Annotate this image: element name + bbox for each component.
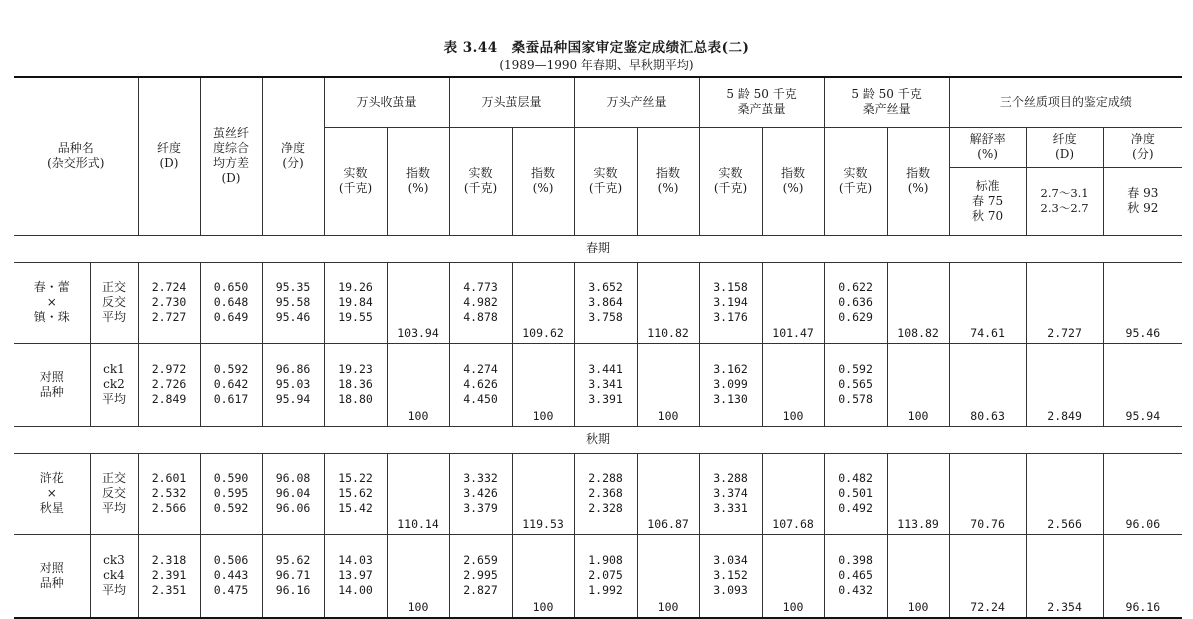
cell-l-act: 3.332 3.426 3.379 [449,453,512,534]
header-yield-layer: 万头茧层量 [449,77,574,127]
table-row [14,453,1182,534]
table-title-text: 桑蚕品种国家审定鉴定成绩汇总表(二) [511,40,750,56]
header-silk-quality: 三个丝质项目的鉴定成绩 [949,77,1182,127]
header-actual: 实数 (千克) [574,127,637,235]
header-actual: 实数 (千克) [449,127,512,235]
cell-a5c-act: 3.158 3.194 3.176 [699,262,762,343]
cell-s-idx: 100 [637,343,699,426]
variety-name: 春・蕾 × 镇・珠 [14,262,90,343]
cell-s-act: 1.908 2.075 1.992 [574,534,637,618]
cross-type: 正交 反交 平均 [90,453,138,534]
cell-q-neat: 96.16 [1103,534,1182,618]
cell-a5s-idx: 100 [887,343,949,426]
header-neatness: 净度 (分) [262,77,324,235]
header-yield-cocoon: 万头收茧量 [324,77,449,127]
table-body [14,235,1182,618]
table-row [14,343,1182,426]
cross-type: ck1 ck2 平均 [90,343,138,426]
section-label: 春期 [14,235,1182,262]
cell-neat: 95.62 96.71 96.16 [262,534,324,618]
cell-s-act: 3.652 3.864 3.758 [574,262,637,343]
header-quality-neatness: 净度 (分) [1103,127,1182,167]
header-age5-cocoon: 5 龄 50 千克 桑产茧量 [699,77,824,127]
cell-q-neat: 95.94 [1103,343,1182,426]
cell-fineness: 2.972 2.726 2.849 [138,343,200,426]
cell-a5c-act: 3.034 3.152 3.093 [699,534,762,618]
cell-s-idx: 110.82 [637,262,699,343]
cell-q-fine: 2.727 [1026,262,1103,343]
header-fineness: 纤度 (D) [138,77,200,235]
header-actual: 实数 (千克) [324,127,387,235]
cell-l-idx: 119.53 [512,453,574,534]
cell-c-idx: 110.14 [387,453,449,534]
cell-l-idx: 100 [512,343,574,426]
table-title [0,36,1193,56]
cell-c-act: 19.26 19.84 19.55 [324,262,387,343]
cell-c-idx: 103.94 [387,262,449,343]
cell-c-act: 15.22 15.62 15.42 [324,453,387,534]
table-number: 表 3.44 [443,40,498,56]
table-subtitle: (1989—1990 年春期、早秋期平均) [499,58,694,72]
section-label: 秋期 [14,426,1182,453]
standard-neatness: 春 93 秋 92 [1103,167,1182,235]
cell-c-idx: 100 [387,534,449,618]
results-table [14,76,1182,619]
table-row [14,262,1182,343]
cell-l-act: 2.659 2.995 2.827 [449,534,512,618]
cell-a5s-act: 0.622 0.636 0.629 [824,262,887,343]
cell-l-act: 4.773 4.982 4.878 [449,262,512,343]
cell-a5c-idx: 100 [762,343,824,426]
cell-a5s-act: 0.592 0.565 0.578 [824,343,887,426]
cell-neat: 96.08 96.04 96.06 [262,453,324,534]
cell-c-idx: 100 [387,343,449,426]
cell-q-reel: 72.24 [949,534,1026,618]
section-row [14,235,1182,262]
cell-q-reel: 70.76 [949,453,1026,534]
cell-l-idx: 100 [512,534,574,618]
cell-q-fine: 2.849 [1026,343,1103,426]
cell-var: 0.590 0.595 0.592 [200,453,262,534]
header-cocoon-variance: 茧丝纤 度综合 均方差 (D) [200,77,262,235]
header-index: 指数 (%) [512,127,574,235]
cell-q-reel: 80.63 [949,343,1026,426]
header-age5-silk: 5 龄 50 千克 桑产丝量 [824,77,949,127]
cell-q-fine: 2.354 [1026,534,1103,618]
cell-s-idx: 106.87 [637,453,699,534]
header-index: 指数 (%) [637,127,699,235]
header-yield-silk: 万头产丝量 [574,77,699,127]
cell-s-idx: 100 [637,534,699,618]
header-variety: 品种名 (杂交形式) [14,77,138,235]
cell-a5s-idx: 113.89 [887,453,949,534]
cell-neat: 95.35 95.58 95.46 [262,262,324,343]
section-row [14,426,1182,453]
cross-type: 正交 反交 平均 [90,262,138,343]
header-actual: 实数 (千克) [699,127,762,235]
header-index: 指数 (%) [762,127,824,235]
cell-var: 0.592 0.642 0.617 [200,343,262,426]
cell-var: 0.650 0.648 0.649 [200,262,262,343]
cell-s-act: 3.441 3.341 3.391 [574,343,637,426]
cell-a5c-act: 3.162 3.099 3.130 [699,343,762,426]
header-actual: 实数 (千克) [824,127,887,235]
header-index: 指数 (%) [887,127,949,235]
cell-q-neat: 95.46 [1103,262,1182,343]
header-reel-rate: 解舒率 (%) [949,127,1026,167]
cell-q-reel: 74.61 [949,262,1026,343]
standard-reel-rate: 标准 春 75 秋 70 [949,167,1026,235]
cell-fineness: 2.318 2.391 2.351 [138,534,200,618]
cell-a5s-act: 0.398 0.465 0.432 [824,534,887,618]
variety-name: 浒花 × 秋星 [14,453,90,534]
cell-l-act: 4.274 4.626 4.450 [449,343,512,426]
cell-q-fine: 2.566 [1026,453,1103,534]
cell-c-act: 14.03 13.97 14.00 [324,534,387,618]
cell-a5c-idx: 101.47 [762,262,824,343]
cell-s-act: 2.288 2.368 2.328 [574,453,637,534]
standard-fineness: 2.7～3.1 2.3～2.7 [1026,167,1103,235]
cell-l-idx: 109.62 [512,262,574,343]
header-index: 指数 (%) [387,127,449,235]
cell-fineness: 2.601 2.532 2.566 [138,453,200,534]
cell-a5c-idx: 107.68 [762,453,824,534]
cell-a5s-idx: 100 [887,534,949,618]
cell-a5c-idx: 100 [762,534,824,618]
cell-a5s-idx: 108.82 [887,262,949,343]
variety-name: 对照 品种 [14,343,90,426]
cell-a5s-act: 0.482 0.501 0.492 [824,453,887,534]
cell-var: 0.506 0.443 0.475 [200,534,262,618]
cell-q-neat: 96.06 [1103,453,1182,534]
cell-c-act: 19.23 18.36 18.80 [324,343,387,426]
cell-a5c-act: 3.288 3.374 3.331 [699,453,762,534]
variety-name: 对照 品种 [14,534,90,618]
cross-type: ck3 ck4 平均 [90,534,138,618]
cell-neat: 96.86 95.03 95.94 [262,343,324,426]
header-quality-fineness: 纤度 (D) [1026,127,1103,167]
cell-fineness: 2.724 2.730 2.727 [138,262,200,343]
table-row [14,534,1182,618]
